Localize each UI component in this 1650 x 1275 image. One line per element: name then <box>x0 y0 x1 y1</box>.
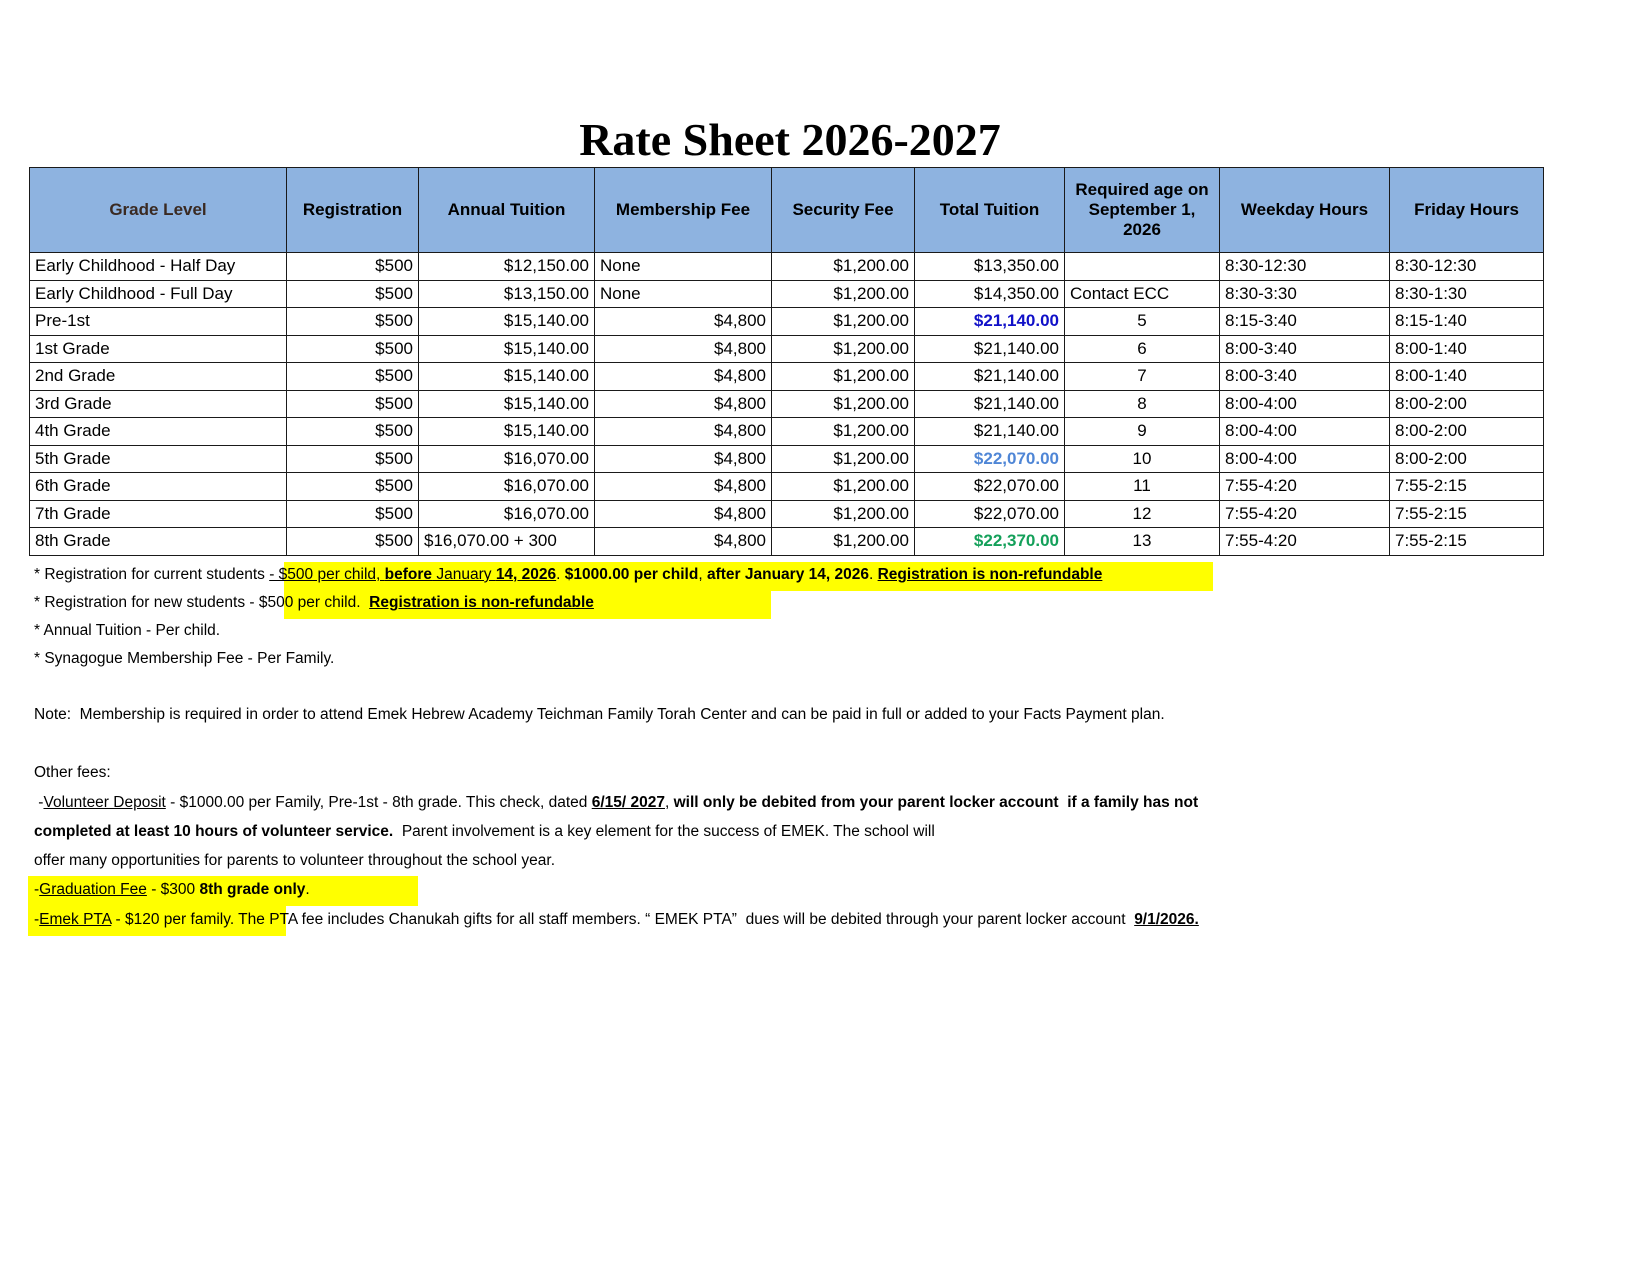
note-emek-pta: -Emek PTA - $120 per family. The PTA fee includes Chanukah gifts for all staff members. “ EMEK PTA” dues will be debited through your parent locker account 9/1/2026. <box>34 911 1199 928</box>
cell-weekday-hours: 8:30-12:30 <box>1220 253 1390 281</box>
cell-annual-tuition: $15,140.00 <box>419 418 595 446</box>
cell-weekday-hours: 8:30-3:30 <box>1220 280 1390 308</box>
header-registration: Registration <box>287 168 419 253</box>
table-row <box>30 390 1544 418</box>
cell-annual-tuition: $16,070.00 + 300 <box>419 528 595 556</box>
header-required-age: Required age on September 1, 2026 <box>1065 168 1220 253</box>
cell-grade-level: 4th Grade <box>30 418 287 446</box>
cell-grade-level: Pre-1st <box>30 308 287 336</box>
note-volunteer-deposit-line3: offer many opportunities for parents to volunteer throughout the school year. <box>34 852 556 869</box>
header-row <box>30 168 1544 253</box>
cell-membership-fee: None <box>595 253 772 281</box>
cell-required-age: 7 <box>1065 363 1220 391</box>
cell-security-fee: $1,200.00 <box>772 473 915 501</box>
note-volunteer-deposit: -Volunteer Deposit - $1000.00 per Family, Pre-1st - 8th grade. This check, dated 6/15/ 2027, will only be debited from your parent locker account if a family has not <box>34 794 1199 811</box>
cell-weekday-hours: 7:55-4:20 <box>1220 500 1390 528</box>
cell-grade-level: 7th Grade <box>30 500 287 528</box>
header-weekday-hours: Weekday Hours <box>1220 168 1390 253</box>
cell-security-fee: $1,200.00 <box>772 528 915 556</box>
table-row <box>30 528 1544 556</box>
cell-registration: $500 <box>287 473 419 501</box>
note-registration-current: * Registration for current students - $500 per child, before January 14, 2026. $1000.00 per child, after January 14, 2026. Registration is non-refundable <box>34 566 1103 583</box>
cell-total-tuition: $13,350.00 <box>915 253 1065 281</box>
cell-membership-fee: $4,800 <box>595 473 772 501</box>
cell-security-fee: $1,200.00 <box>772 363 915 391</box>
cell-membership-fee: $4,800 <box>595 390 772 418</box>
cell-required-age: 13 <box>1065 528 1220 556</box>
cell-annual-tuition: $12,150.00 <box>419 253 595 281</box>
cell-annual-tuition: $16,070.00 <box>419 500 595 528</box>
note-graduation-fee: -Graduation Fee - $300 8th grade only. <box>34 881 310 898</box>
cell-total-tuition: $22,370.00 <box>915 528 1065 556</box>
rate-table <box>29 167 1544 556</box>
note-membership-required: Note: Membership is required in order to attend Emek Hebrew Academy Teichman Family Torah Center and can be paid in full or added to your Facts Payment plan. <box>34 706 1165 723</box>
cell-required-age <box>1065 253 1220 281</box>
note-volunteer-deposit-line2: completed at least 10 hours of volunteer service. Parent involvement is a key element for the success of EMEK. The school will <box>34 823 935 840</box>
other-fees-heading: Other fees: <box>34 764 111 781</box>
table-row <box>30 500 1544 528</box>
cell-total-tuition: $21,140.00 <box>915 308 1065 336</box>
cell-required-age: 8 <box>1065 390 1220 418</box>
cell-registration: $500 <box>287 445 419 473</box>
table-row <box>30 253 1544 281</box>
cell-membership-fee: $4,800 <box>595 363 772 391</box>
cell-grade-level: 2nd Grade <box>30 363 287 391</box>
cell-membership-fee: $4,800 <box>595 445 772 473</box>
cell-membership-fee: $4,800 <box>595 418 772 446</box>
table-row <box>30 280 1544 308</box>
page-title: Rate Sheet 2026-2027 <box>579 114 1001 165</box>
cell-registration: $500 <box>287 335 419 363</box>
cell-required-age: 12 <box>1065 500 1220 528</box>
cell-weekday-hours: 8:00-3:40 <box>1220 363 1390 391</box>
cell-total-tuition: $21,140.00 <box>915 335 1065 363</box>
cell-annual-tuition: $16,070.00 <box>419 445 595 473</box>
cell-annual-tuition: $15,140.00 <box>419 390 595 418</box>
table-row <box>30 473 1544 501</box>
cell-grade-level: 6th Grade <box>30 473 287 501</box>
cell-total-tuition: $21,140.00 <box>915 390 1065 418</box>
table-row <box>30 363 1544 391</box>
cell-annual-tuition: $15,140.00 <box>419 308 595 336</box>
table-row <box>30 308 1544 336</box>
cell-friday-hours: 8:30-12:30 <box>1390 253 1544 281</box>
cell-registration: $500 <box>287 308 419 336</box>
cell-security-fee: $1,200.00 <box>772 418 915 446</box>
note-membership-fee: * Synagogue Membership Fee - Per Family. <box>34 650 335 667</box>
cell-required-age: 11 <box>1065 473 1220 501</box>
table-row <box>30 335 1544 363</box>
cell-registration: $500 <box>287 363 419 391</box>
table-row <box>30 445 1544 473</box>
cell-required-age: Contact ECC <box>1065 280 1220 308</box>
table-row <box>30 418 1544 446</box>
cell-security-fee: $1,200.00 <box>772 445 915 473</box>
cell-total-tuition: $22,070.00 <box>915 500 1065 528</box>
cell-friday-hours: 8:00-1:40 <box>1390 363 1544 391</box>
cell-grade-level: 1st Grade <box>30 335 287 363</box>
cell-weekday-hours: 8:00-4:00 <box>1220 445 1390 473</box>
cell-security-fee: $1,200.00 <box>772 500 915 528</box>
cell-friday-hours: 7:55-2:15 <box>1390 500 1544 528</box>
cell-friday-hours: 8:30-1:30 <box>1390 280 1544 308</box>
cell-friday-hours: 7:55-2:15 <box>1390 528 1544 556</box>
cell-grade-level: 8th Grade <box>30 528 287 556</box>
cell-security-fee: $1,200.00 <box>772 280 915 308</box>
cell-friday-hours: 8:15-1:40 <box>1390 308 1544 336</box>
cell-annual-tuition: $13,150.00 <box>419 280 595 308</box>
cell-grade-level: Early Childhood - Half Day <box>30 253 287 281</box>
cell-total-tuition: $14,350.00 <box>915 280 1065 308</box>
cell-security-fee: $1,200.00 <box>772 253 915 281</box>
cell-registration: $500 <box>287 418 419 446</box>
cell-required-age: 10 <box>1065 445 1220 473</box>
note-registration-new: * Registration for new students - $500 per child. Registration is non-refundable <box>34 594 594 611</box>
cell-annual-tuition: $15,140.00 <box>419 335 595 363</box>
header-friday-hours: Friday Hours <box>1390 168 1544 253</box>
cell-required-age: 6 <box>1065 335 1220 363</box>
cell-registration: $500 <box>287 390 419 418</box>
header-security-fee: Security Fee <box>772 168 915 253</box>
cell-security-fee: $1,200.00 <box>772 390 915 418</box>
cell-grade-level: 5th Grade <box>30 445 287 473</box>
cell-total-tuition: $22,070.00 <box>915 473 1065 501</box>
cell-required-age: 5 <box>1065 308 1220 336</box>
cell-membership-fee: None <box>595 280 772 308</box>
cell-registration: $500 <box>287 528 419 556</box>
cell-total-tuition: $21,140.00 <box>915 363 1065 391</box>
cell-weekday-hours: 8:15-3:40 <box>1220 308 1390 336</box>
cell-friday-hours: 8:00-2:00 <box>1390 445 1544 473</box>
header-grade-level: Grade Level <box>30 168 287 253</box>
note-annual-tuition: * Annual Tuition - Per child. <box>34 622 221 639</box>
cell-security-fee: $1,200.00 <box>772 335 915 363</box>
cell-registration: $500 <box>287 500 419 528</box>
cell-registration: $500 <box>287 280 419 308</box>
cell-weekday-hours: 7:55-4:20 <box>1220 473 1390 501</box>
cell-annual-tuition: $15,140.00 <box>419 363 595 391</box>
cell-membership-fee: $4,800 <box>595 528 772 556</box>
cell-total-tuition: $22,070.00 <box>915 445 1065 473</box>
cell-friday-hours: 7:55-2:15 <box>1390 473 1544 501</box>
cell-weekday-hours: 8:00-4:00 <box>1220 418 1390 446</box>
header-membership-fee: Membership Fee <box>595 168 772 253</box>
cell-membership-fee: $4,800 <box>595 335 772 363</box>
cell-security-fee: $1,200.00 <box>772 308 915 336</box>
cell-friday-hours: 8:00-2:00 <box>1390 390 1544 418</box>
cell-friday-hours: 8:00-2:00 <box>1390 418 1544 446</box>
cell-membership-fee: $4,800 <box>595 500 772 528</box>
cell-weekday-hours: 7:55-4:20 <box>1220 528 1390 556</box>
cell-grade-level: 3rd Grade <box>30 390 287 418</box>
header-annual-tuition: Annual Tuition <box>419 168 595 253</box>
cell-friday-hours: 8:00-1:40 <box>1390 335 1544 363</box>
cell-membership-fee: $4,800 <box>595 308 772 336</box>
cell-annual-tuition: $16,070.00 <box>419 473 595 501</box>
header-total-tuition: Total Tuition <box>915 168 1065 253</box>
cell-registration: $500 <box>287 253 419 281</box>
cell-weekday-hours: 8:00-3:40 <box>1220 335 1390 363</box>
cell-grade-level: Early Childhood - Full Day <box>30 280 287 308</box>
cell-total-tuition: $21,140.00 <box>915 418 1065 446</box>
cell-weekday-hours: 8:00-4:00 <box>1220 390 1390 418</box>
cell-required-age: 9 <box>1065 418 1220 446</box>
